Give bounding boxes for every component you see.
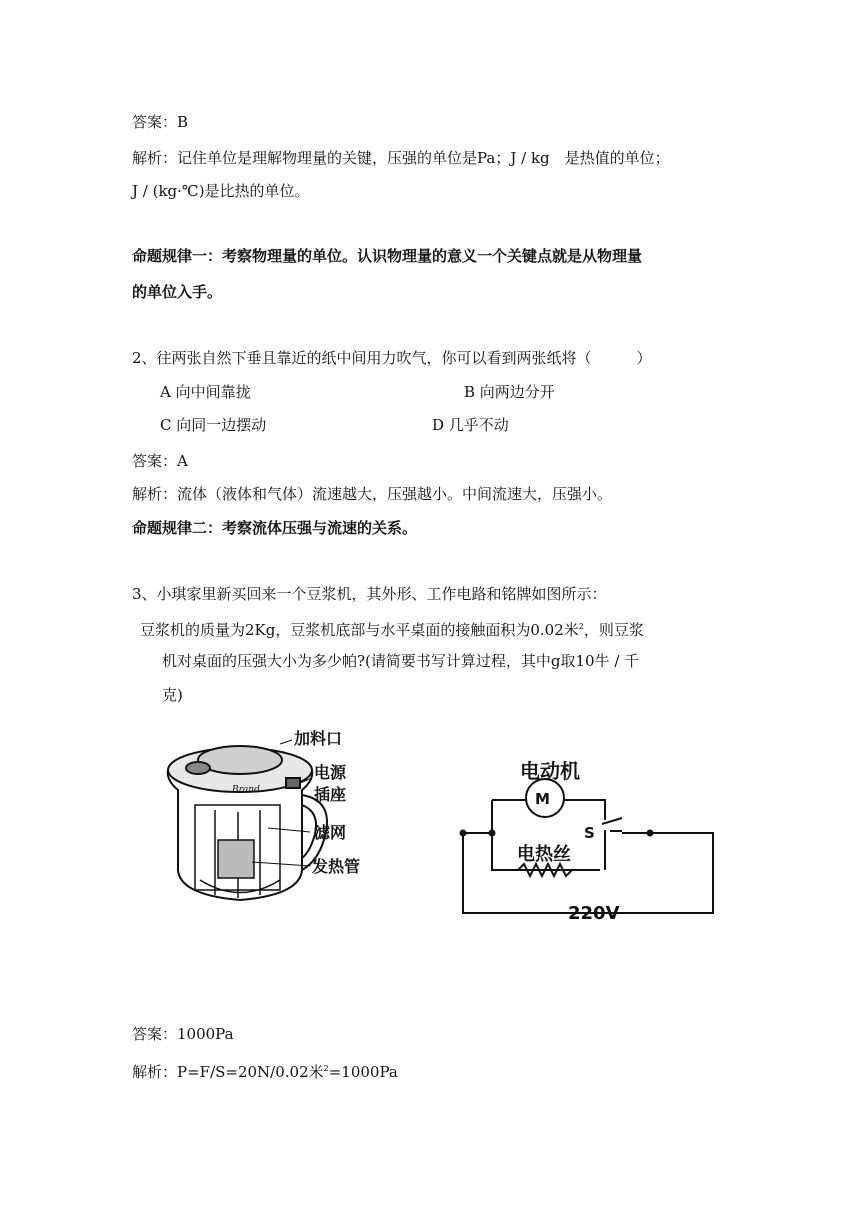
q2-option-d: D 几乎不动 — [432, 416, 509, 434]
label-power-2: 插座 — [314, 785, 347, 804]
q3-answer: 答案：1000Pa — [132, 1025, 234, 1043]
q2-option-c: C 向同一边摆动 — [160, 416, 267, 434]
q1-answer: 答案：B — [132, 113, 189, 131]
circuit-diagram — [463, 779, 713, 913]
label-m: M — [535, 790, 550, 808]
q2-rule: 命题规律二：考察流体压强与流速的关系。 — [132, 519, 418, 537]
q2-analysis: 解析：流体（液体和气体）流速越大，压强越小。中间流速大，压强小。 — [132, 485, 613, 503]
q3-stem: 3、小琪家里新买回来一个豆浆机，其外形、工作电路和铭牌如图所示： — [132, 585, 607, 603]
brand-label: Brand — [232, 785, 260, 795]
label-heater: 发热管 — [312, 857, 361, 876]
label-motor: 电动机 — [520, 759, 580, 783]
q2-option-b: B 向两边分开 — [464, 383, 555, 401]
q2-option-a: A 向中间靠拢 — [160, 383, 251, 401]
soymilk-maker-figure — [160, 720, 730, 930]
label-power-1: 电源 — [314, 763, 347, 782]
q1-rule-line-2: 的单位入手。 — [132, 283, 223, 301]
q3-analysis: 解析：P=F/S=20N/0.02米$^2$=1000Pa — [132, 1063, 398, 1081]
q3-sub-line-2: 机对桌面的压强大小为多少帕?(请简要书写计算过程，其中g取10牛 / 千 — [162, 652, 640, 670]
q1-rule-line-1: 命题规律一：考察物理量的单位。认识物理量的意义一个关键点就是从物理量 — [132, 247, 643, 265]
label-wire: 电热丝 — [517, 844, 571, 865]
q2-stem: 2、往两张自然下垂且靠近的纸中间用力吹气，你可以看到两张纸将（ ） — [132, 349, 652, 367]
q2-answer: 答案：A — [132, 452, 188, 470]
q1-analysis-line-2: J / (kg·℃)是比热的单位。 — [132, 182, 310, 200]
label-filter: 滤网 — [314, 823, 347, 842]
label-voltage: 220V — [568, 903, 620, 924]
label-s: S — [584, 824, 595, 842]
q3-sub-line-3: 克) — [162, 686, 183, 704]
q1-analysis-line-1: 解析：记住单位是理解物理量的关键，压强的单位是Pa；J / kg 是热值的单位； — [132, 149, 670, 167]
label-lid: 加料口 — [294, 729, 343, 748]
q3-sub-line-1: 豆浆机的质量为2Kg，豆浆机底部与水平桌面的接触面积为0.02米$^2$，则豆浆 — [140, 621, 644, 639]
